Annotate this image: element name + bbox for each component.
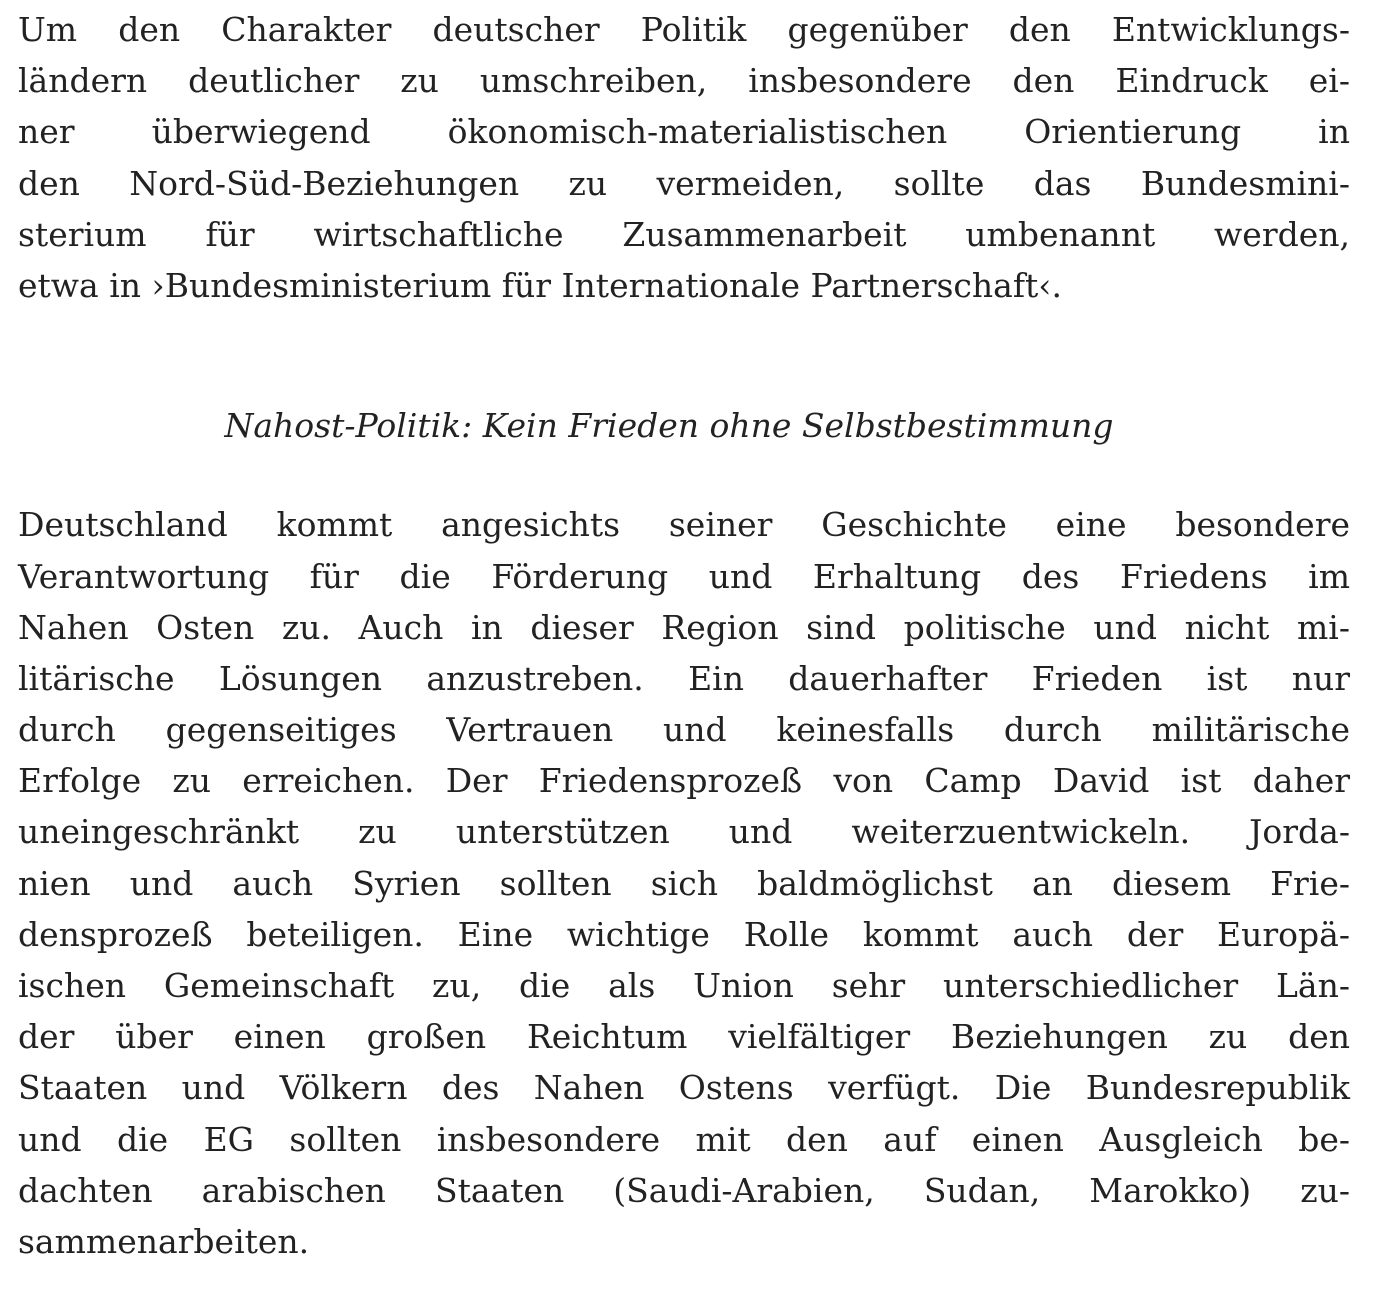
text-line: Staaten und Völkern des Nahen Ostens verfügt. Die Bundesrepublik bbox=[18, 1068, 1350, 1108]
text-line: litärische Lösungen anzustreben. Ein dauerhafter Frieden ist nur bbox=[18, 658, 1350, 698]
text-line: uneingeschränkt zu unterstützen und weiterzuentwickeln. Jorda- bbox=[18, 812, 1350, 852]
paragraph-middle-east-policy bbox=[18, 499, 1350, 1267]
text-line: ner überwiegend ökonomisch-materialistischen Orientierung in bbox=[18, 112, 1350, 152]
text-line: sammenarbeiten. bbox=[18, 1221, 310, 1261]
text-line: sterium für wirtschaftliche Zusammenarbeit umbenannt werden, bbox=[18, 214, 1350, 254]
text-line: Verantwortung für die Förderung und Erhaltung des Friedens im bbox=[18, 556, 1350, 596]
text-line: den Nord-Süd-Beziehungen zu vermeiden, sollte das Bundesmini- bbox=[18, 163, 1350, 203]
text-line: der über einen großen Reichtum vielfältiger Beziehungen zu den bbox=[18, 1017, 1350, 1057]
text-line: ländern deutlicher zu umschreiben, insbesondere den Eindruck ei- bbox=[18, 61, 1350, 101]
text-line: Um den Charakter deutscher Politik gegenüber den Entwicklungs- bbox=[18, 10, 1350, 49]
text-line: Nahen Osten zu. Auch in dieser Region sind politische und nicht mi- bbox=[18, 607, 1350, 647]
text-line: densprozeß beteiligen. Eine wichtige Rolle kommt auch der Europä- bbox=[18, 914, 1350, 954]
text-line: etwa in ›Bundesministerium für Internationale Partnerschaft‹. bbox=[18, 265, 1062, 305]
paragraph-development-policy bbox=[18, 4, 1350, 311]
text-line: Deutschland kommt angesichts seiner Geschichte eine besondere bbox=[18, 505, 1350, 545]
text-line: nien und auch Syrien sollten sich baldmöglichst an diesem Frie- bbox=[18, 863, 1350, 903]
text-line: und die EG sollten insbesondere mit den auf einen Ausgleich be- bbox=[18, 1119, 1350, 1159]
text-line: dachten arabischen Staaten (Saudi-Arabien, Sudan, Marokko) zu- bbox=[18, 1170, 1350, 1210]
document-page bbox=[18, 4, 1350, 1267]
text-line: Erfolge zu erreichen. Der Friedensprozeß von Camp David ist daher bbox=[18, 761, 1350, 801]
text-line: ischen Gemeinschaft zu, die als Union sehr unterschiedlicher Län- bbox=[18, 966, 1350, 1006]
section-heading: Nahost-Politik: Kein Frieden ohne Selbstbestimmung bbox=[224, 406, 1114, 446]
text-line: durch gegenseitiges Vertrauen und keinesfalls durch militärische bbox=[18, 710, 1350, 750]
